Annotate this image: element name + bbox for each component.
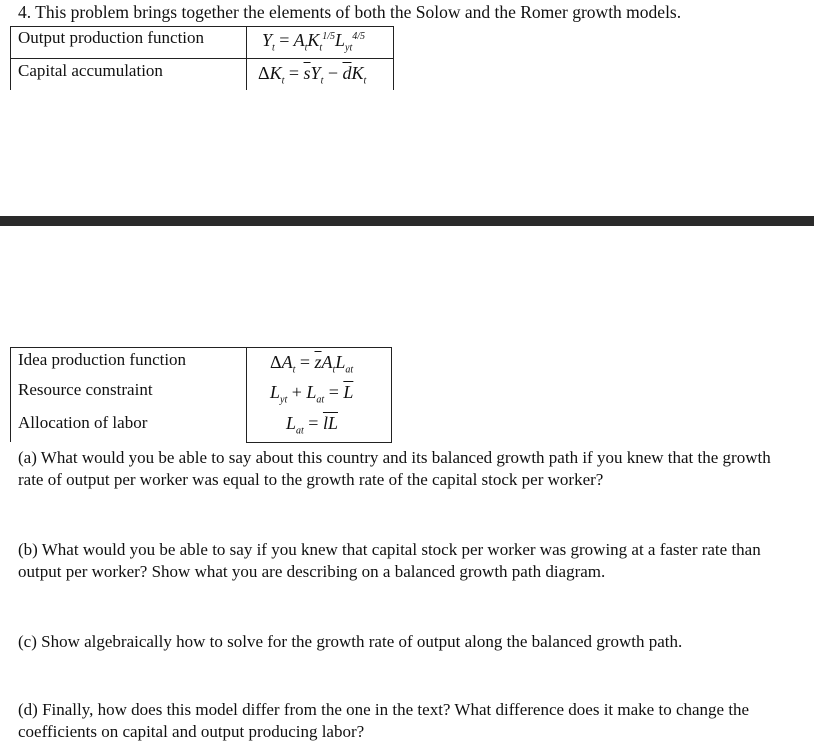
question-b: (b) What would you be able to say if you knew that capital stock per worker was growing at a faster rate than output per worker? Show what you are describing on a balanced growth path diagram. (18, 540, 761, 581)
table2-equation-resource: $L_{yt} + L_{at} = \overline{L}$ (270, 382, 354, 406)
table1-label-capital: Capital accumulation (18, 61, 163, 80)
table2-right-border (391, 347, 392, 443)
question-d: (d) Finally, how does this model differ from the one in the text? What difference does it make to change the coefficients on capital and output producing labor? (18, 700, 750, 741)
table1-equation-capital: $\Delta K_t = \overline{s}Y_t - \overline{d}K_t$ (258, 63, 367, 87)
table1-equation-output: $Y_t = A_tK_t^{1/5}L_{yt}^{4/5}$ (262, 30, 365, 54)
question-a: (a) What would you be able to say about this country and its balanced growth path if you knew that the growth rate of output per worker was equal to the growth rate of the capital stock per worker? (18, 448, 771, 489)
table1-left-border (10, 26, 11, 90)
table2-mid-border (246, 347, 247, 443)
table2-label-allocation: Allocation of labor (18, 413, 148, 432)
section-divider (0, 216, 814, 226)
table1-row-divider (10, 58, 394, 59)
table2-equation-allocation: $L_{at} = \overline{l}\overline{L}$ (286, 413, 338, 437)
question-c: (c) Show algebraically how to solve for the growth rate of output along the balanced growth path. (18, 632, 683, 651)
problem-title: 4. This problem brings together the elements of both the Solow and the Romer growth models. (18, 2, 682, 22)
table1-label-output: Output production function (18, 28, 205, 47)
table2-top-border (10, 347, 392, 348)
table1-top-border (10, 26, 394, 27)
table2-label-resource: Resource constraint (18, 380, 153, 399)
table2-equation-idea: $\Delta A_t = \overline{z}A_tL_{at}$ (270, 352, 354, 376)
table2-label-idea: Idea production function (18, 350, 187, 369)
table1-right-border (393, 26, 394, 90)
table2-left-border (10, 347, 11, 442)
table2-bottom-border (246, 442, 392, 443)
table1-mid-border (246, 26, 247, 90)
